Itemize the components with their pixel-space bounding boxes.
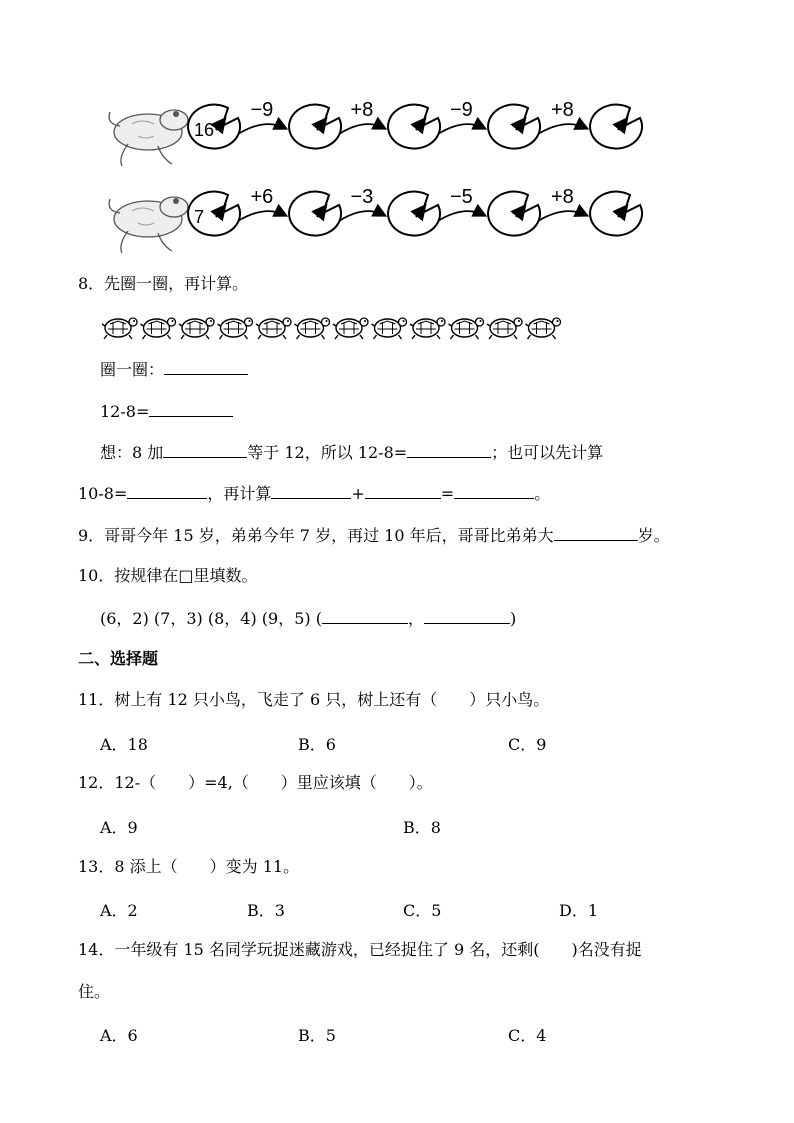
q12-option-a[interactable]: A．9	[100, 818, 138, 837]
lily-pad	[388, 105, 440, 149]
jump-operator: −9	[250, 99, 274, 121]
turtle-icon	[372, 318, 407, 339]
jump-operator: −9	[450, 99, 473, 121]
q13-option-b[interactable]: B．3	[247, 901, 285, 920]
q14-text-line1: 14．一年级有 15 名同学玩捉迷藏游戏，已经捉住了 9 名，还剩( )名没有捉	[78, 940, 642, 959]
q8-circle-label: 圈一圈：	[100, 360, 165, 379]
q8-eq1-blank[interactable]	[149, 401, 233, 417]
q8-think-b: 等于 12，所以 12-8=	[247, 443, 408, 462]
turtle-icon	[256, 318, 291, 339]
frog-jump-figure	[0, 0, 794, 260]
q13-option-d[interactable]: D．1	[559, 901, 599, 920]
q8-think-c: ；也可以先计算	[491, 443, 604, 462]
q12-text: 12．12-（ ）=4,（ ）里应该填（ ）。	[78, 773, 433, 792]
turtle-icon	[141, 318, 176, 339]
frog-icon	[109, 197, 188, 253]
q10-blank-1[interactable]	[322, 608, 408, 624]
section-2-title: 二、选择题	[78, 649, 159, 668]
q8-line2-blank-4[interactable]	[454, 483, 534, 499]
q9-text-a: 9．哥哥今年 15 岁，弟弟今年 7 岁，再过 10 年后，哥哥比弟弟大	[78, 526, 554, 545]
jump-operator: +8	[350, 99, 374, 121]
jump-arrow	[339, 124, 384, 134]
q13-option-c[interactable]: C．5	[403, 901, 442, 920]
lily-pad	[590, 192, 642, 236]
jump-arrow	[238, 124, 285, 134]
jump-operator: +8	[551, 186, 574, 208]
q11-option-a[interactable]: A．18	[100, 735, 148, 754]
q8-line2	[78, 483, 550, 504]
q8-line2-blank-2[interactable]	[271, 483, 351, 499]
jump-arrow	[538, 211, 586, 221]
turtle-icon	[526, 318, 561, 339]
q10-title: 10．按规律在□里填数。	[78, 566, 258, 585]
q8-circle-line	[100, 359, 248, 380]
q12-option-b[interactable]: B．8	[403, 818, 441, 837]
q8-think-blank-2[interactable]	[407, 442, 491, 458]
start-number: 16	[194, 120, 215, 140]
q8-line2-end: 。	[534, 484, 551, 503]
turtle-icon	[333, 318, 368, 339]
q8-title: 8．先圈一圈，再计算。	[78, 274, 249, 293]
q8-think-a: 想：8 加	[100, 443, 164, 462]
q10-comma: ，	[407, 609, 424, 628]
jump-arrow	[538, 124, 586, 134]
jump-operator: +8	[551, 99, 574, 121]
q14-option-c[interactable]: C．4	[508, 1026, 547, 1045]
q14-option-b[interactable]: B．5	[298, 1026, 336, 1045]
turtle-icon	[179, 318, 214, 339]
jump-arrow	[438, 124, 484, 134]
q8-think-blank-1[interactable]	[163, 442, 247, 458]
jump-operator: −5	[450, 186, 473, 208]
q13-text: 13．8 添上（ ）变为 11。	[78, 857, 300, 876]
turtle-icon	[487, 318, 522, 339]
lily-pad	[488, 192, 540, 236]
q9-line	[78, 525, 670, 546]
start-number: 7	[194, 207, 205, 227]
q8-line2-plus: +	[351, 484, 365, 503]
lily-pad	[590, 105, 642, 149]
q11-text: 11．树上有 12 只小鸟，飞走了 6 只，树上还有（ ）只小鸟。	[78, 690, 550, 709]
turtle-icon	[410, 318, 445, 339]
q10-close: )	[509, 609, 517, 628]
lily-pad	[488, 105, 540, 149]
jump-arrow	[438, 211, 484, 221]
lily-pad	[289, 105, 341, 149]
jump-arrow	[238, 211, 285, 221]
q10-blank-2[interactable]	[424, 608, 510, 624]
q10-seq: (6，2) (7，3) (8，4) (9，5) (	[100, 609, 322, 628]
q11-option-c[interactable]: C．9	[508, 735, 547, 754]
q8-eq1-line	[100, 401, 233, 422]
q8-line2-blank-3[interactable]	[365, 483, 441, 499]
q8-line2-eq: =	[440, 484, 455, 503]
q9-blank[interactable]	[554, 525, 638, 541]
jump-arrow	[339, 211, 384, 221]
jump-operator: −3	[350, 186, 374, 208]
jump-operator: +6	[250, 186, 274, 208]
turtle-row	[98, 310, 578, 342]
frog-icon	[109, 110, 188, 166]
q10-seq-line	[100, 608, 516, 629]
q8-line2-a: 10-8=	[78, 484, 128, 503]
q8-eq1: 12-8=	[100, 402, 150, 421]
lily-pad	[388, 192, 440, 236]
turtle-icon	[295, 318, 330, 339]
turtle-icon	[102, 318, 137, 339]
q14-option-a[interactable]: A．6	[100, 1026, 138, 1045]
q11-option-b[interactable]: B．6	[298, 735, 336, 754]
turtle-icon	[449, 318, 484, 339]
q9-text-b: 岁。	[637, 526, 670, 545]
q14-text-line2: 住。	[78, 982, 111, 1001]
q8-line2-b: ，再计算	[207, 484, 272, 503]
turtle-icon	[218, 318, 253, 339]
q8-line2-blank-1[interactable]	[127, 483, 207, 499]
q8-circle-blank[interactable]	[164, 359, 248, 375]
q13-option-a[interactable]: A．2	[100, 901, 138, 920]
q8-think-line	[100, 442, 603, 463]
lily-pad	[289, 192, 341, 236]
